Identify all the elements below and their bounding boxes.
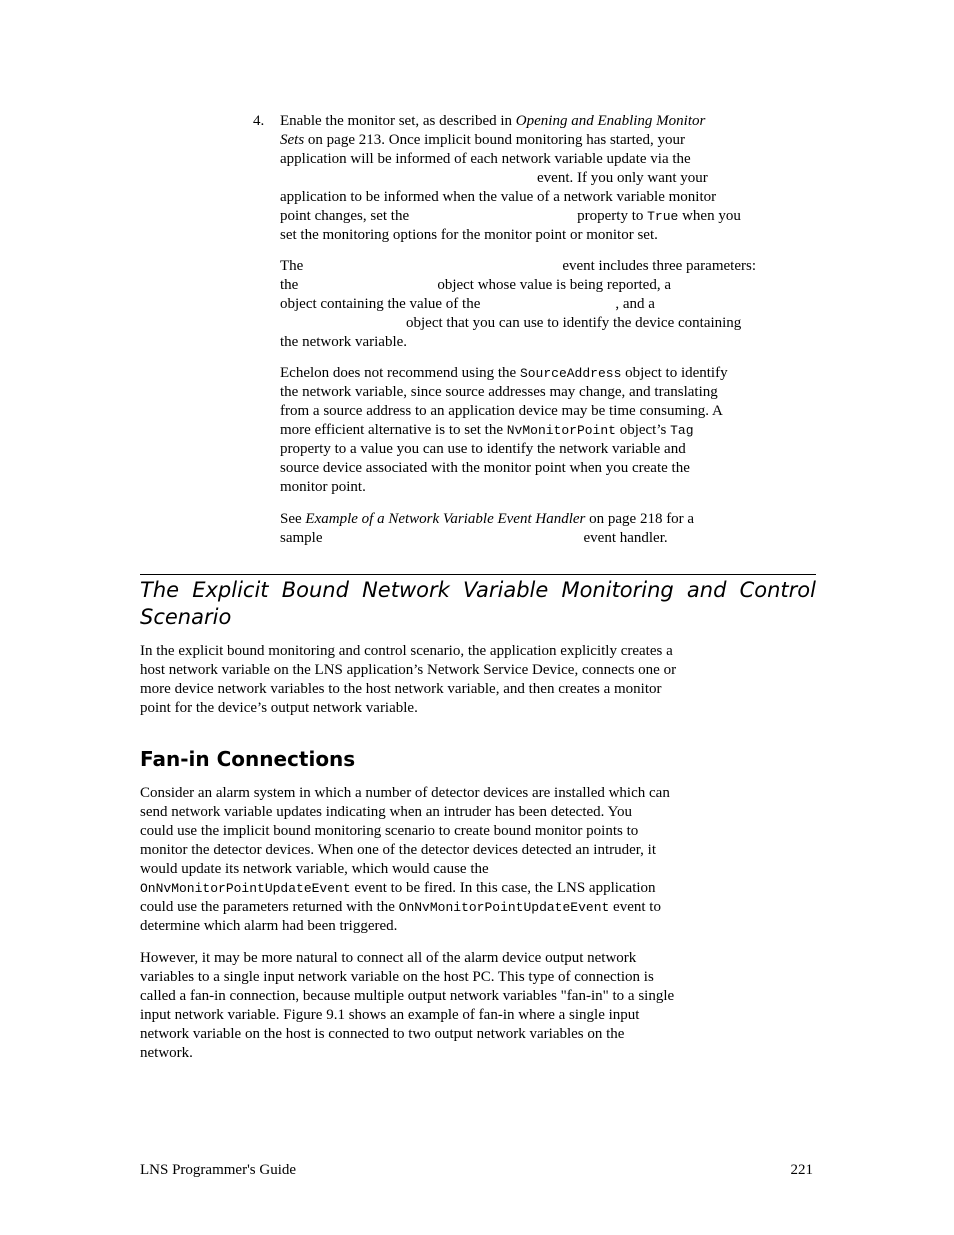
text-line: could use the implicit bound monitoring scenario to create bound monitor points to xyxy=(140,823,639,839)
explicit-scenario-paragraph xyxy=(140,642,818,718)
event-parameters-paragraph xyxy=(280,257,818,352)
code-true: True xyxy=(647,209,679,224)
text-run: the xyxy=(280,277,299,293)
text-line: monitor the detector devices. When one of the detector devices detected an intruder, it xyxy=(140,842,656,858)
text-line: application to be informed when the value of a network variable monitor xyxy=(280,189,717,205)
cross-reference-title: Example of a Network Variable Event Handler xyxy=(305,511,586,527)
text-line: set the monitoring options for the monitor point or monitor set. xyxy=(280,227,658,243)
text-run: event. If you only want your xyxy=(537,170,708,186)
text-run: object that you can use to identify the device containing xyxy=(406,315,742,331)
text-line: the network variable. xyxy=(280,334,408,350)
text-line: variables to a single input network variable on the host PC. This type of connection is xyxy=(140,969,654,985)
text-run: when you xyxy=(678,208,741,224)
text-line: point for the device’s output network variable. xyxy=(140,700,418,716)
text-run: Enable the monitor set, as described in xyxy=(280,113,516,129)
code-onnvmonitorpointupdateevent: OnNvMonitorPointUpdateEvent xyxy=(398,900,610,915)
echelon-recommendation-paragraph xyxy=(280,364,818,497)
text-line: monitor point. xyxy=(280,479,366,495)
page-number: 221 xyxy=(790,1162,813,1178)
text-run: object whose value is being reported, a xyxy=(437,277,671,293)
text-run: Echelon does not recommend using the xyxy=(280,365,520,381)
text-line: However, it may be more natural to connect all of the alarm device output network xyxy=(140,950,637,966)
cross-reference-title: Sets xyxy=(280,132,305,148)
text-line: application will be informed of each network variable update via the xyxy=(280,151,691,167)
text-line: would update its network variable, which would cause the xyxy=(140,861,489,877)
text-run: more efficient alternative is to set the xyxy=(280,422,507,438)
text-line: more device network variables to the host network variable, and then creates a monitor xyxy=(140,681,662,697)
text-run: event to xyxy=(609,899,661,915)
text-run: object’s xyxy=(615,422,671,438)
section-heading-line: Scenario xyxy=(140,605,232,629)
see-example-paragraph xyxy=(280,510,818,548)
step-4-text xyxy=(280,112,818,245)
text-run: on page 213. Once implicit bound monitoring has started, your xyxy=(304,132,685,148)
text-line: send network variable updates indicating when an intruder has been detected. You xyxy=(140,804,632,820)
text-line: source device associated with the monitor point when you create the xyxy=(280,460,690,476)
text-line: determine which alarm had been triggered. xyxy=(140,918,398,934)
text-line: network. xyxy=(140,1045,193,1061)
code-nvmonitorpoint: NvMonitorPoint xyxy=(506,423,616,438)
section-heading-line: The Explicit Bound Network Variable Monitoring and Control xyxy=(140,578,816,602)
code-sourceaddress: SourceAddress xyxy=(519,366,622,381)
text-line: from a source address to an application device may be time consuming. A xyxy=(280,403,723,419)
text-run: event handler. xyxy=(583,530,668,546)
text-run: The xyxy=(280,258,304,274)
text-run: could use the parameters returned with the xyxy=(140,899,399,915)
text-run: property to xyxy=(577,208,648,224)
text-run: on page 218 for a xyxy=(585,511,695,527)
cross-reference-title: Opening and Enabling Monitor xyxy=(515,113,706,129)
text-line: called a fan-in connection, because multiple output network variables "fan-in" to a single xyxy=(140,988,675,1004)
text-run: point changes, set the xyxy=(280,208,410,224)
text-line: the network variable, since source addresses may change, and translating xyxy=(280,384,718,400)
text-run: event to be fired. In this case, the LNS application xyxy=(350,880,656,896)
section-heading xyxy=(140,577,816,631)
code-tag: Tag xyxy=(670,423,694,438)
text-run: event includes three parameters: xyxy=(562,258,756,274)
footer-title: LNS Programmer's Guide xyxy=(140,1162,297,1178)
text-run: sample xyxy=(280,530,323,546)
list-number: 4. xyxy=(253,113,265,129)
text-run: object to identify xyxy=(621,365,728,381)
alarm-system-paragraph xyxy=(140,784,818,936)
section-divider xyxy=(140,574,816,575)
subsection-heading: Fan-in Connections xyxy=(140,747,356,771)
text-line: Consider an alarm system in which a number of detector devices are installed which can xyxy=(140,785,670,801)
text-run: See xyxy=(280,511,306,527)
text-line: In the explicit bound monitoring and control scenario, the application explicitly creates a xyxy=(140,643,673,659)
text-run: , and a xyxy=(615,296,655,312)
text-line: host network variable on the LNS application’s Network Service Device, connects one or xyxy=(140,662,677,678)
text-line: property to a value you can use to identify the network variable and xyxy=(280,441,686,457)
fan-in-paragraph xyxy=(140,949,818,1063)
text-line: network variable on the host is connected to two output network variables on the xyxy=(140,1026,625,1042)
text-run: object containing the value of the xyxy=(280,296,481,312)
code-onnvmonitorpointupdateevent: OnNvMonitorPointUpdateEvent xyxy=(140,881,351,896)
text-line: input network variable. Figure 9.1 shows an example of fan-in where a single input xyxy=(140,1007,640,1023)
